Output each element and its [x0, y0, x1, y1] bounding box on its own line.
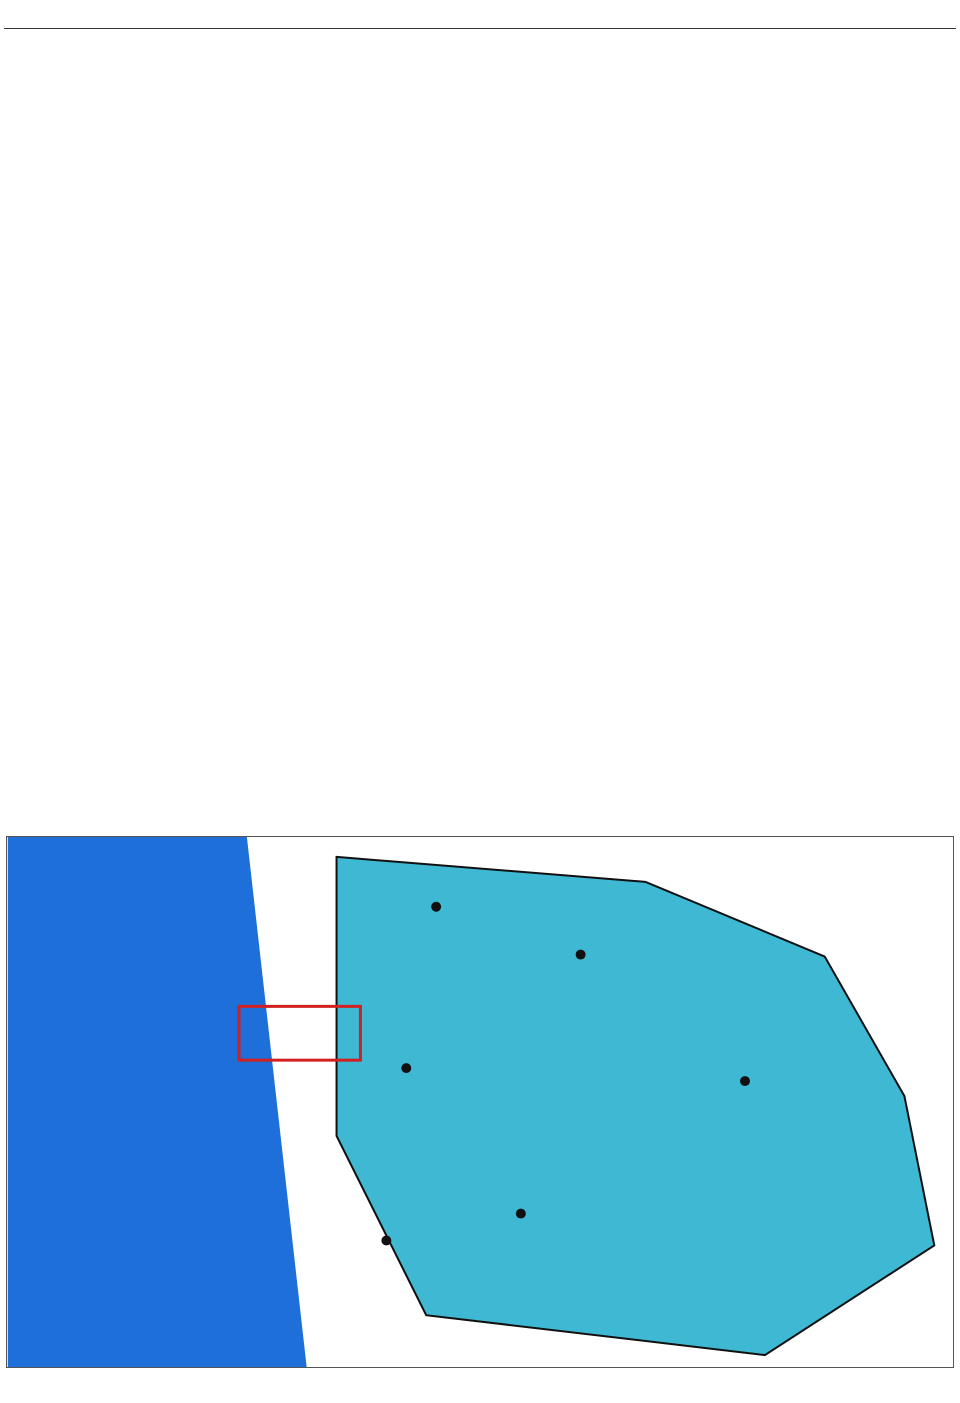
lake-map — [7, 837, 953, 1367]
right-column — [495, 50, 957, 56]
left-column — [4, 50, 466, 56]
station-marker — [740, 1076, 750, 1086]
sea-area — [8, 837, 307, 1367]
station-marker — [381, 1235, 391, 1245]
station-marker — [401, 1063, 411, 1073]
station-marker — [576, 950, 586, 960]
station-marker — [516, 1209, 526, 1219]
lake-area — [337, 857, 935, 1355]
figure-caption — [4, 1372, 956, 1400]
station-marker — [431, 902, 441, 912]
page-header — [4, 2, 956, 29]
lake-map-figure — [6, 836, 954, 1368]
